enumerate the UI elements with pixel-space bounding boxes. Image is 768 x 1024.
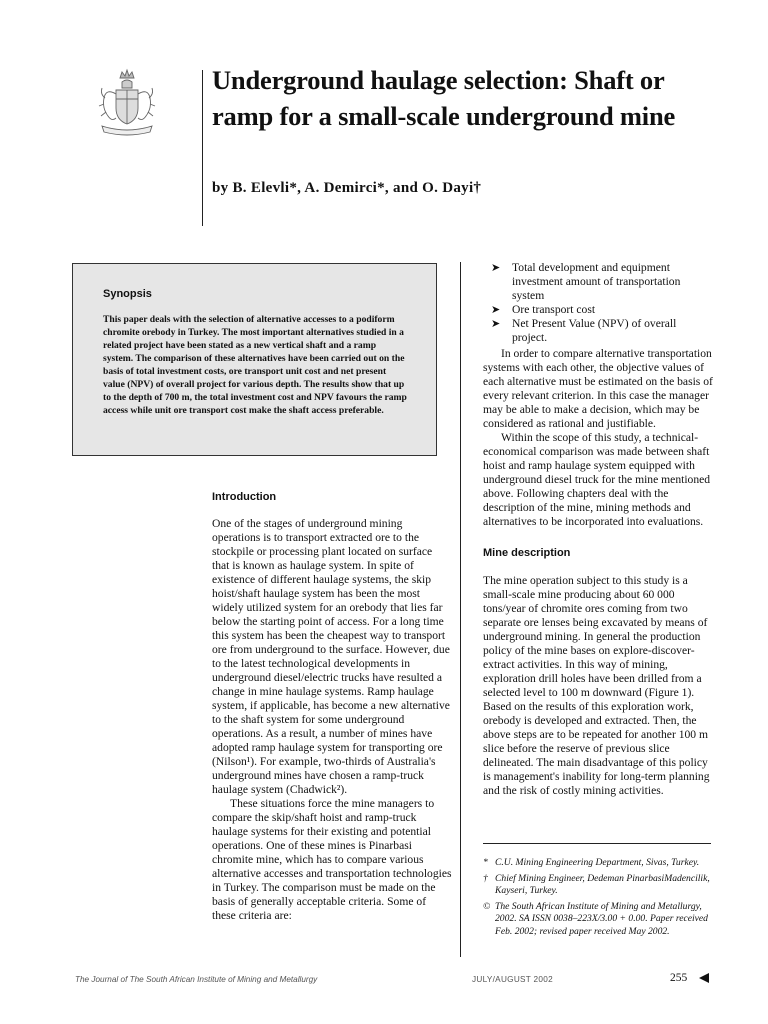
synopsis-heading: Synopsis <box>103 288 152 300</box>
arrowhead-bullet-icon: ➤ <box>491 261 501 274</box>
title-divider <box>202 70 203 226</box>
institute-crest-icon <box>96 68 158 142</box>
footnote-mark: * <box>483 857 488 868</box>
footer-issue-date: JULY/AUGUST 2002 <box>472 975 553 984</box>
footnote-divider <box>483 843 711 844</box>
mine-description-heading: Mine description <box>483 547 571 559</box>
column-divider <box>460 262 461 957</box>
footnote-text: Chief Mining Engineer, Dedeman PinarbasiMadencilik, Kayseri, Turkey. <box>495 872 710 896</box>
paper-title: Underground haulage selection: Shaft or ramp for a small-scale underground mine <box>212 65 676 131</box>
page-number: 255 <box>670 972 688 984</box>
arrowhead-bullet-icon: ➤ <box>491 317 501 330</box>
footnote <box>483 873 711 898</box>
footnotes <box>483 857 711 941</box>
introduction-heading: Introduction <box>212 491 277 503</box>
synopsis-text: This paper deals with the selection of alternative accesses to a podiform chromite orebody in Turkey. The most important alternatives studied in a related project have been stated as a new vertical shaft and a ramp system. The comparison of these alternatives have been carried out on the basis of total investment costs, ore transport unit cost and net present value (NPV) of overall project for various depth. The results show that up to the depth of 700 m, the total investment cost and NPV favours the ramp access while unit ore transport cost make the shaft access preferable. <box>103 314 407 416</box>
footnote-mark: † <box>483 872 488 884</box>
introduction-paragraph-1: One of the stages of underground mining operations is to transport extracted ore to the stockpile or processing plant located on surface that is known as haulage system. In spite of existence of different haulage systems, the skip hoist/shaft haulage system has been the most widely utilized system for an orebody that lies far below the starting point of access. For a long time this system has been the cheapest way to transport ore from underground to the surface. However, due to the latest technological developments in underground diesel/electric trucks have resulted a change in mine haulage systems. Ramp haulage system, if applicable, has become a new alternative to the shaft system for some underground operations. As a result, a number of mines have adopted ramp haulage system for transporting ore (Nilson¹). For example, two-thirds of Australia's underground mines have chosen a ramp-truck haulage system (Chadwick²). <box>212 517 450 796</box>
left-column <box>212 490 452 923</box>
criteria-item-text: Net Present Value (NPV) of overall project. <box>512 317 677 344</box>
footnote-text: The South African Institute of Mining and Metallurgy, 2002. SA ISSN 0038–223X/3.00 + 0.00. Paper received Feb. 2002; revised paper received May 2002. <box>495 900 708 937</box>
list-item <box>483 261 713 303</box>
criteria-item-text: Total development and equipment investment amount of transportation system <box>512 261 681 302</box>
right-column <box>483 261 713 798</box>
arrowhead-bullet-icon: ➤ <box>491 303 501 316</box>
footnote <box>483 857 711 870</box>
footer-journal-name: The Journal of The South African Institute of Mining and Metallurgy <box>75 975 318 984</box>
footnote-mark: © <box>483 900 491 912</box>
triangle-left-icon <box>698 972 710 984</box>
footnote <box>483 901 711 939</box>
footnote-text: C.U. Mining Engineering Department, Sivas, Turkey. <box>495 857 700 868</box>
introduction-paragraph-2: These situations force the mine managers to compare the skip/shaft hoist and ramp-truck haulage systems for their existing and potential operations. One of these mines is Pinarbasi chromite mine, which has to compare various alternative accesses and transportation technologies in Turkey. The comparison must be made on the basis of generally acceptable criteria. Some of these criteria are: <box>212 797 452 922</box>
mine-description-text: The mine operation subject to this study is a small-scale mine producing about 60 000 tons/year of chromite ores coming from two separate ore lenses being excavated by means of underground mining. In general the production policy of the mine bases on explore-discover-extract activities. In this way of mining, exploration drill holes have been drilled from a selected level to 100 m downward (Figure 1). Based on the results of this exploration work, orebody is developed and extracted. Then, the above steps are to be repeated for another 100 m slice before the reserve of previous slice delineated. The main disadvantage of this policy is management's inability for long-term planning and the risk of costly mining activities. <box>483 574 710 797</box>
body-paragraph: Within the scope of this study, a technical-economical comparison was made between shaft hoist and ramp haulage system equipped with underground diesel truck for the mine mentioned above. Following chapters deal with the description of the mine, mining methods and alternatives to be incorporated into evaluations. <box>483 431 711 528</box>
author-line: by B. Elevli*, A. Demirci*, and O. Dayi† <box>212 180 482 196</box>
body-paragraph: In order to compare alternative transportation systems with each other, the objective values of each alternative must be estimated on the basis of every relevant criterion. In this case the manager may be able to make a decision, which may be considered as rational and justifiable. <box>483 347 713 430</box>
criteria-item-text: Ore transport cost <box>512 303 596 316</box>
criteria-list <box>483 261 713 345</box>
synopsis-box <box>72 263 437 456</box>
list-item <box>483 303 713 317</box>
list-item <box>483 317 713 345</box>
